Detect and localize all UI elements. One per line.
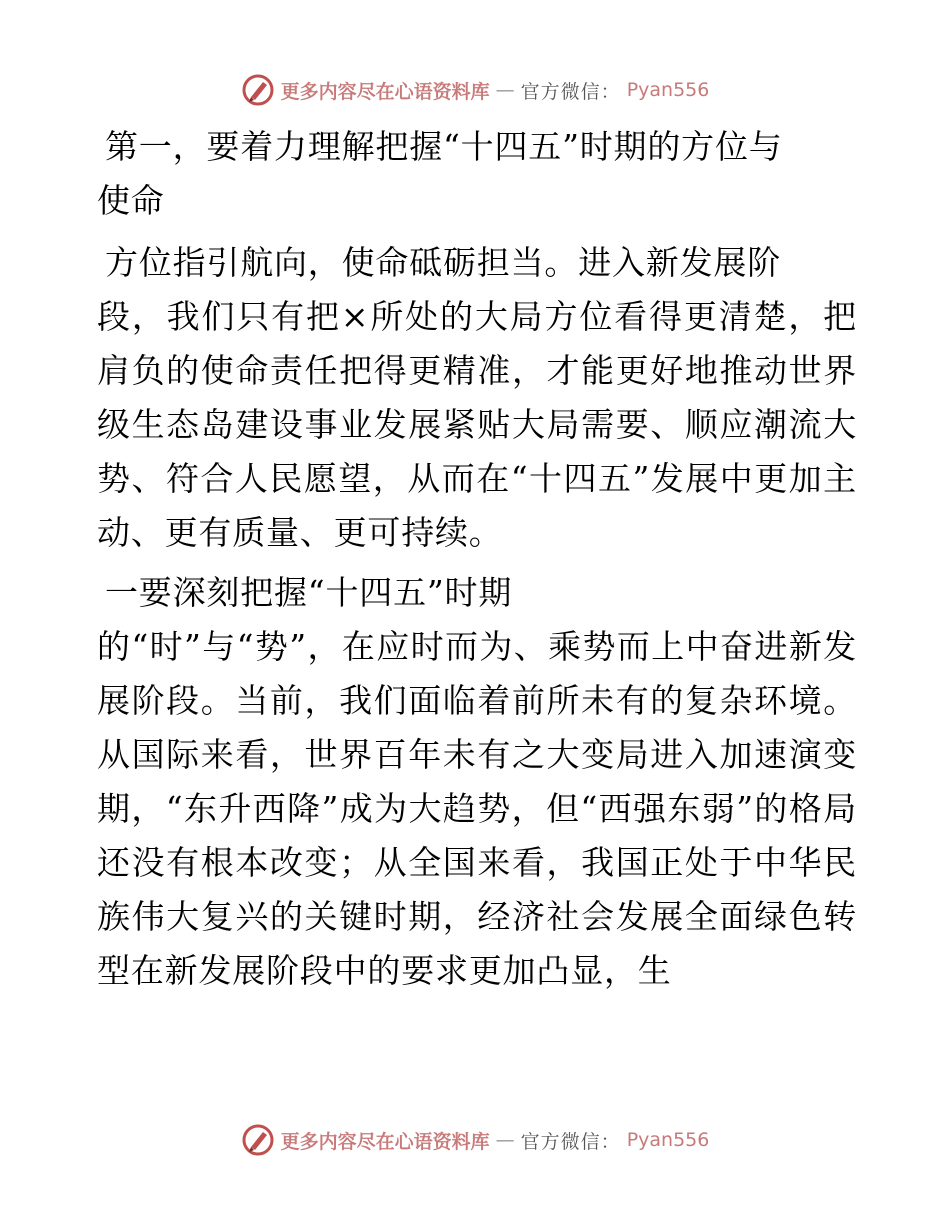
watermark-official-label: 官方微信： bbox=[520, 80, 621, 103]
watermark-text: 更多内容尽在心语资料库 bbox=[280, 80, 490, 103]
watermark-dash: — bbox=[495, 79, 515, 101]
heading-line-1: 第一，要着力理解把握“十四五”时期的方位与 bbox=[105, 127, 783, 166]
paragraph-1 bbox=[97, 236, 857, 560]
watermark-wechat-id: Pyan556 bbox=[626, 1129, 710, 1151]
pen-logo-icon bbox=[241, 73, 275, 107]
document-body bbox=[97, 120, 857, 998]
paragraph-2 bbox=[97, 566, 857, 998]
watermark-text: 更多内容尽在心语资料库 bbox=[280, 1130, 490, 1153]
watermark-dash: — bbox=[495, 1129, 515, 1151]
header-watermark bbox=[0, 70, 950, 110]
pen-logo-icon bbox=[241, 1123, 275, 1157]
watermark-official-label: 官方微信： bbox=[520, 1130, 621, 1153]
paragraph-2-body: 的“时”与“势”，在应时而为、乘势而上中奋进新发展阶段。当前，我们面临着前所未有的复杂环境。从国际来看，世界百年未有之大变局进入加速演变期，“东升西降”成为大趋势，但“西强东弱”的格局还没有根本改变；从全国来看，我国正处于中华民族伟大复兴的关键时期，经济社会发展全面绿色转型在新发展阶段中的要求更加凸显，生 bbox=[97, 627, 857, 990]
section-heading bbox=[97, 120, 857, 228]
heading-line-2: 使命 bbox=[97, 181, 165, 220]
watermark-wechat-id: Pyan556 bbox=[626, 79, 710, 101]
paragraph-1-body: 段，我们只有把×所处的大局方位看得更清楚，把肩负的使命责任把得更精准，才能更好地推动世界级生态岛建设事业发展紧贴大局需要、顺应潮流大势、符合人民愿望，从而在“十四五”发展中更加主动、更有质量、更可持续。 bbox=[97, 297, 857, 552]
paragraph-1-first-line: 方位指引航向，使命砥砺担当。进入新发展阶 bbox=[105, 243, 781, 282]
paragraph-2-first-line: 一要深刻把握“十四五”时期 bbox=[105, 573, 513, 612]
footer-watermark bbox=[0, 1120, 950, 1160]
